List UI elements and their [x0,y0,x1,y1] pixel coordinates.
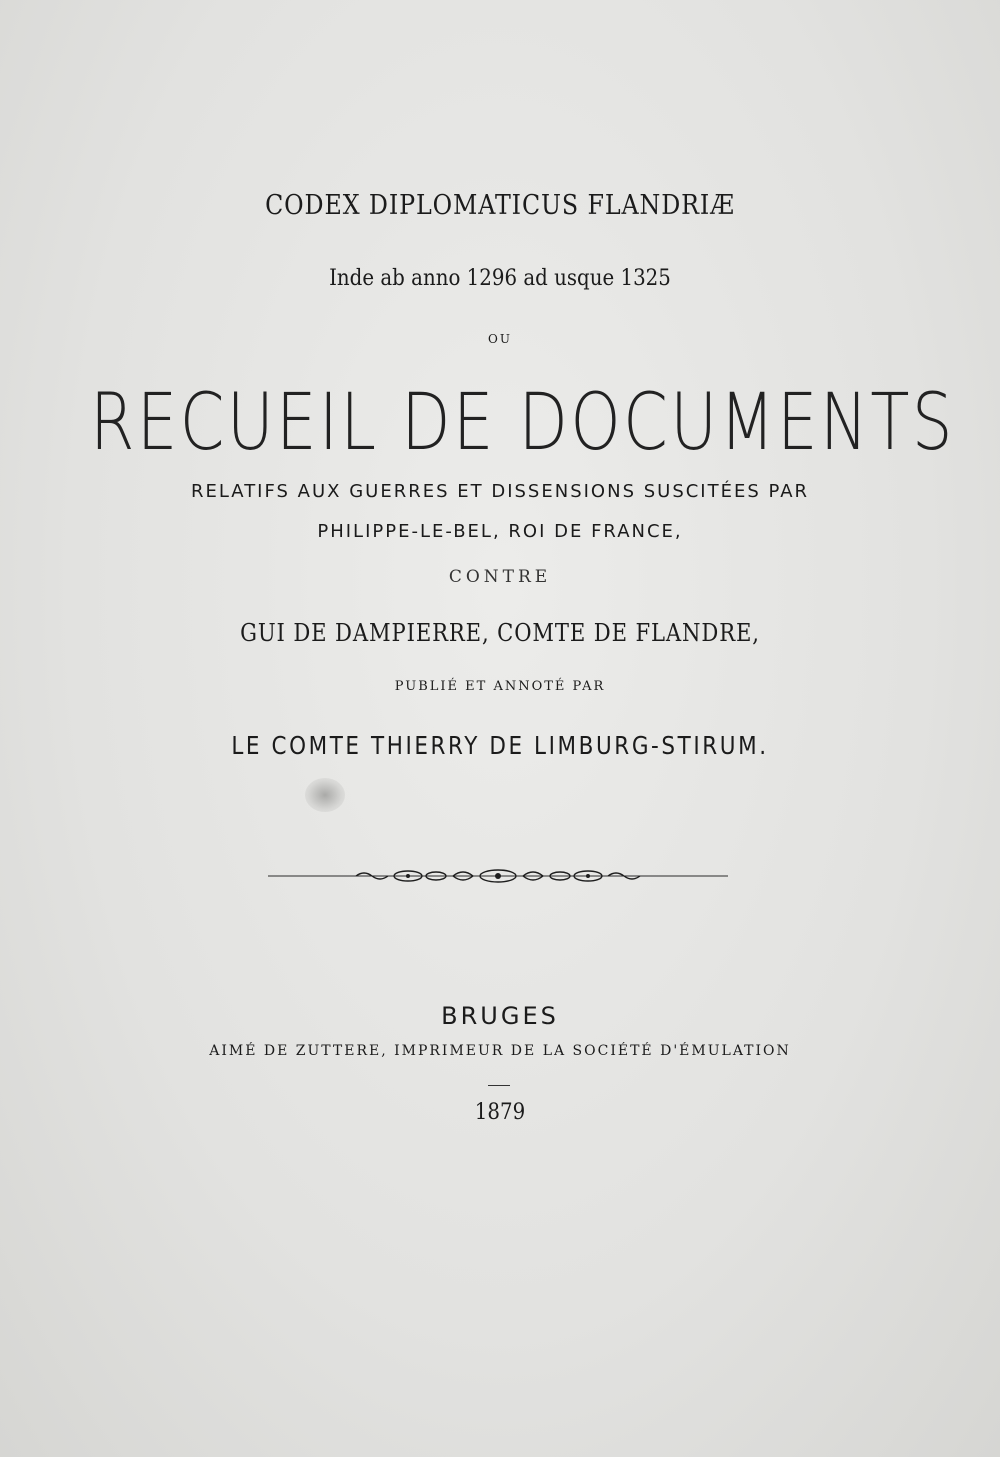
author-name: LE COMTE THIERRY DE LIMBURG-STIRUM. [231,731,769,760]
imprint-printer: AIMÉ DE ZUTTERE, IMPRIMEUR DE LA SOCIÉTÉ D'ÉMULATION [209,1043,791,1059]
ou-connector: OU [488,332,512,346]
published-by-line: PUBLIÉ ET ANNOTÉ PAR [394,679,606,694]
main-title: RECUEIL DE DOCUMENTS [90,378,955,468]
imprint-year: 1879 [474,1100,526,1125]
ink-stain [305,778,345,812]
subtitle-line-1: RELATIFS AUX GUERRES ET DISSENSIONS SUSCITÉES PAR [190,481,810,502]
imprint-divider [488,1085,510,1086]
contre-connector: CONTRE [448,567,552,587]
opponent-line: GUI DE DAMPIERRE, COMTE DE FLANDRE, [240,619,760,647]
date-range-line: Inde ab anno 1296 ad usque 1325 [329,266,671,291]
subtitle-line-2: PHILIPPE-LE-BEL, ROI DE FRANCE, [317,521,683,542]
codex-title: CODEX DIPLOMATICUS FLANDRIÆ [265,190,735,221]
ornament-rule-icon [268,864,728,888]
imprint-city: BRUGES [441,1002,559,1030]
